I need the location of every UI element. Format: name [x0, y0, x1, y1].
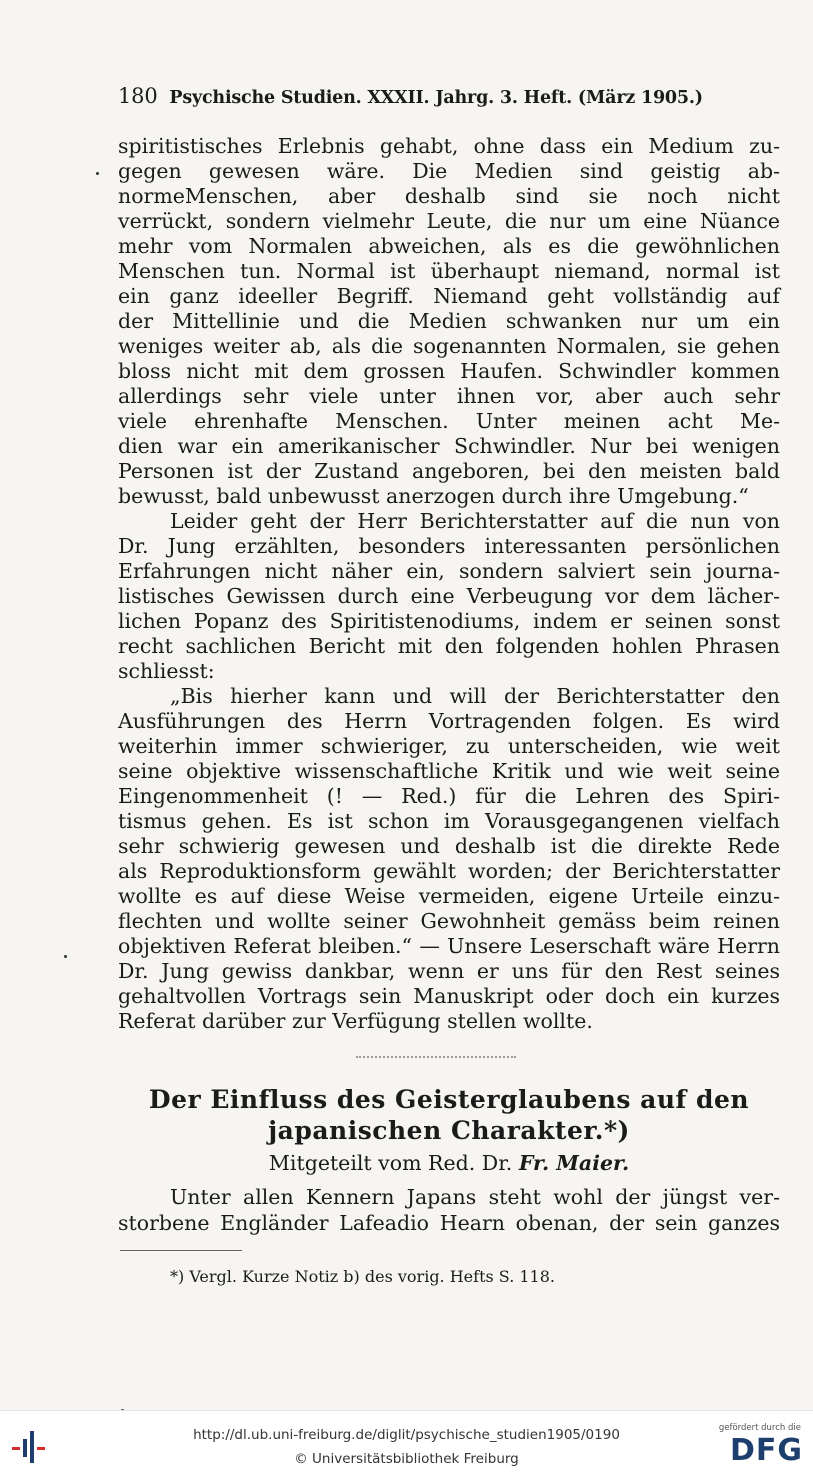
text-line: als Reproduktionsform gewählt worden; der Berichterstatter [118, 859, 780, 883]
text-line: bewusst, bald unbewusst anerzogen durch ihre Umgebung.“ [118, 484, 749, 508]
text-line: weniges weiter ab, als die sogenannten Normalen, sie gehen [118, 334, 780, 358]
permalink-url[interactable]: http://dl.ub.uni-freiburg.de/diglit/psychische_studien1905/0190 [193, 1427, 620, 1443]
text-line: Eingenommenheit (! — Red.) für die Lehren des Spiri- [118, 784, 780, 808]
viewer-footer [0, 1410, 813, 1474]
byline [118, 1150, 780, 1176]
byline-prefix: Mitgeteilt vom Red. Dr. [268, 1151, 513, 1175]
text-line: normeMenschen, aber deshalb sind sie noch nicht [118, 184, 780, 208]
copyright-notice: © Universitätsbibliothek Freiburg [294, 1451, 519, 1467]
text-line: weiterhin immer schwieriger, zu unterscheiden, wie weit [118, 734, 780, 758]
article-title-line: Der Einfluss des Geisterglaubens auf den [148, 1085, 750, 1114]
text-line: ein ganz ideeller Begriff. Niemand geht vollständig auf [118, 284, 780, 308]
text-line: Dr. Jung erzählten, besonders interessanten persönlichen [118, 534, 780, 558]
text-line: storbene Engländer Lafeadio Hearn obenan, der sein ganzes [118, 1211, 780, 1235]
text-line: verrückt, sondern vielmehr Leute, die nur um eine Nüance [118, 209, 780, 233]
text-line: lichen Popanz des Spiritistenodiums, indem er seinen sonst [118, 609, 780, 633]
text-line: allerdings sehr viele unter ihnen vor, aber auch sehr [118, 384, 780, 408]
text-line: viele ehrenhafte Menschen. Unter meinen acht Me- [118, 409, 780, 433]
text-line: spiritistisches Erlebnis gehabt, ohne dass ein Medium zu- [118, 134, 780, 158]
scan-speck [96, 172, 99, 175]
footnote-rule [120, 1250, 242, 1251]
footnote: *) Vergl. Kurze Notiz b) des vorig. Hefts S. 118. [170, 1267, 555, 1286]
funder-note: gefördert durch die [718, 1423, 801, 1433]
text-line: Leider geht der Herr Berichterstatter auf die nun von [170, 509, 780, 533]
page-number: 180 [118, 84, 158, 108]
text-line: flechten und wollte seiner Gewohnheit gemäss beim reinen [118, 909, 780, 933]
article-intro [118, 1184, 780, 1236]
running-head [118, 84, 788, 108]
section-separator [356, 1056, 516, 1058]
text-line: „Bis hierher kann und will der Berichterstatter den [170, 684, 780, 708]
text-line: tismus gehen. Es ist schon im Vorausgegangenen vielfach [118, 809, 780, 833]
text-line: recht sachlichen Bericht mit den folgenden hohlen Phrasen [118, 634, 780, 658]
text-line: listisches Gewissen durch eine Verbeugung vor dem lächer- [118, 584, 780, 608]
text-line: Referat darüber zur Verfügung stellen wollte. [118, 1009, 593, 1033]
text-line: schliesst: [118, 659, 215, 683]
text-line: wollte es auf diese Weise vermeiden, eigene Urteile einzu- [118, 884, 780, 908]
text-line: der Mittellinie und die Medien schwanken nur um ein [118, 309, 780, 333]
article-title [118, 1084, 780, 1146]
text-line: sehr schwierig gewesen und deshalb ist die direkte Rede [118, 834, 780, 858]
byline-author: Fr. Maier. [518, 1151, 630, 1175]
text-line: gehaltvollen Vortrags sein Manuskript oder doch ein kurzes [118, 984, 780, 1008]
text-line: Unter allen Kennern Japans steht wohl der jüngst ver- [170, 1185, 780, 1209]
text-line: Menschen tun. Normal ist überhaupt niemand, normal ist [118, 259, 780, 283]
text-line: Ausführungen des Herrn Vortragenden folgen. Es wird [118, 709, 780, 733]
body-text [118, 134, 780, 1034]
dfg-logo: DFG [729, 1433, 803, 1468]
text-line: dien war ein amerikanischer Schwindler. Nur bei wenigen [118, 434, 780, 458]
running-title: Psychische Studien. XXXII. Jahrg. 3. Heft. (März 1905.) [169, 88, 703, 108]
text-line: objektiven Referat bleiben.“ — Unsere Leserschaft wäre Herrn [118, 934, 780, 958]
scan-speck [64, 955, 67, 958]
text-line: mehr vom Normalen abweichen, als es die gewöhnlichen [118, 234, 780, 258]
text-line: bloss nicht mit dem grossen Haufen. Schwindler kommen [118, 359, 780, 383]
text-line: Personen ist der Zustand angeboren, bei den meisten bald [118, 459, 780, 483]
article-title-line: japanischen Charakter.*) [268, 1116, 630, 1145]
text-line: Erfahrungen nicht näher ein, sondern salviert sein journa- [118, 559, 780, 583]
text-line: Dr. Jung gewiss dankbar, wenn er uns für den Rest seines [118, 959, 780, 983]
text-line: seine objektive wissenschaftliche Kritik und wie weit seine [118, 759, 780, 783]
text-line: gegen gewesen wäre. Die Medien sind geistig ab- [118, 159, 780, 183]
